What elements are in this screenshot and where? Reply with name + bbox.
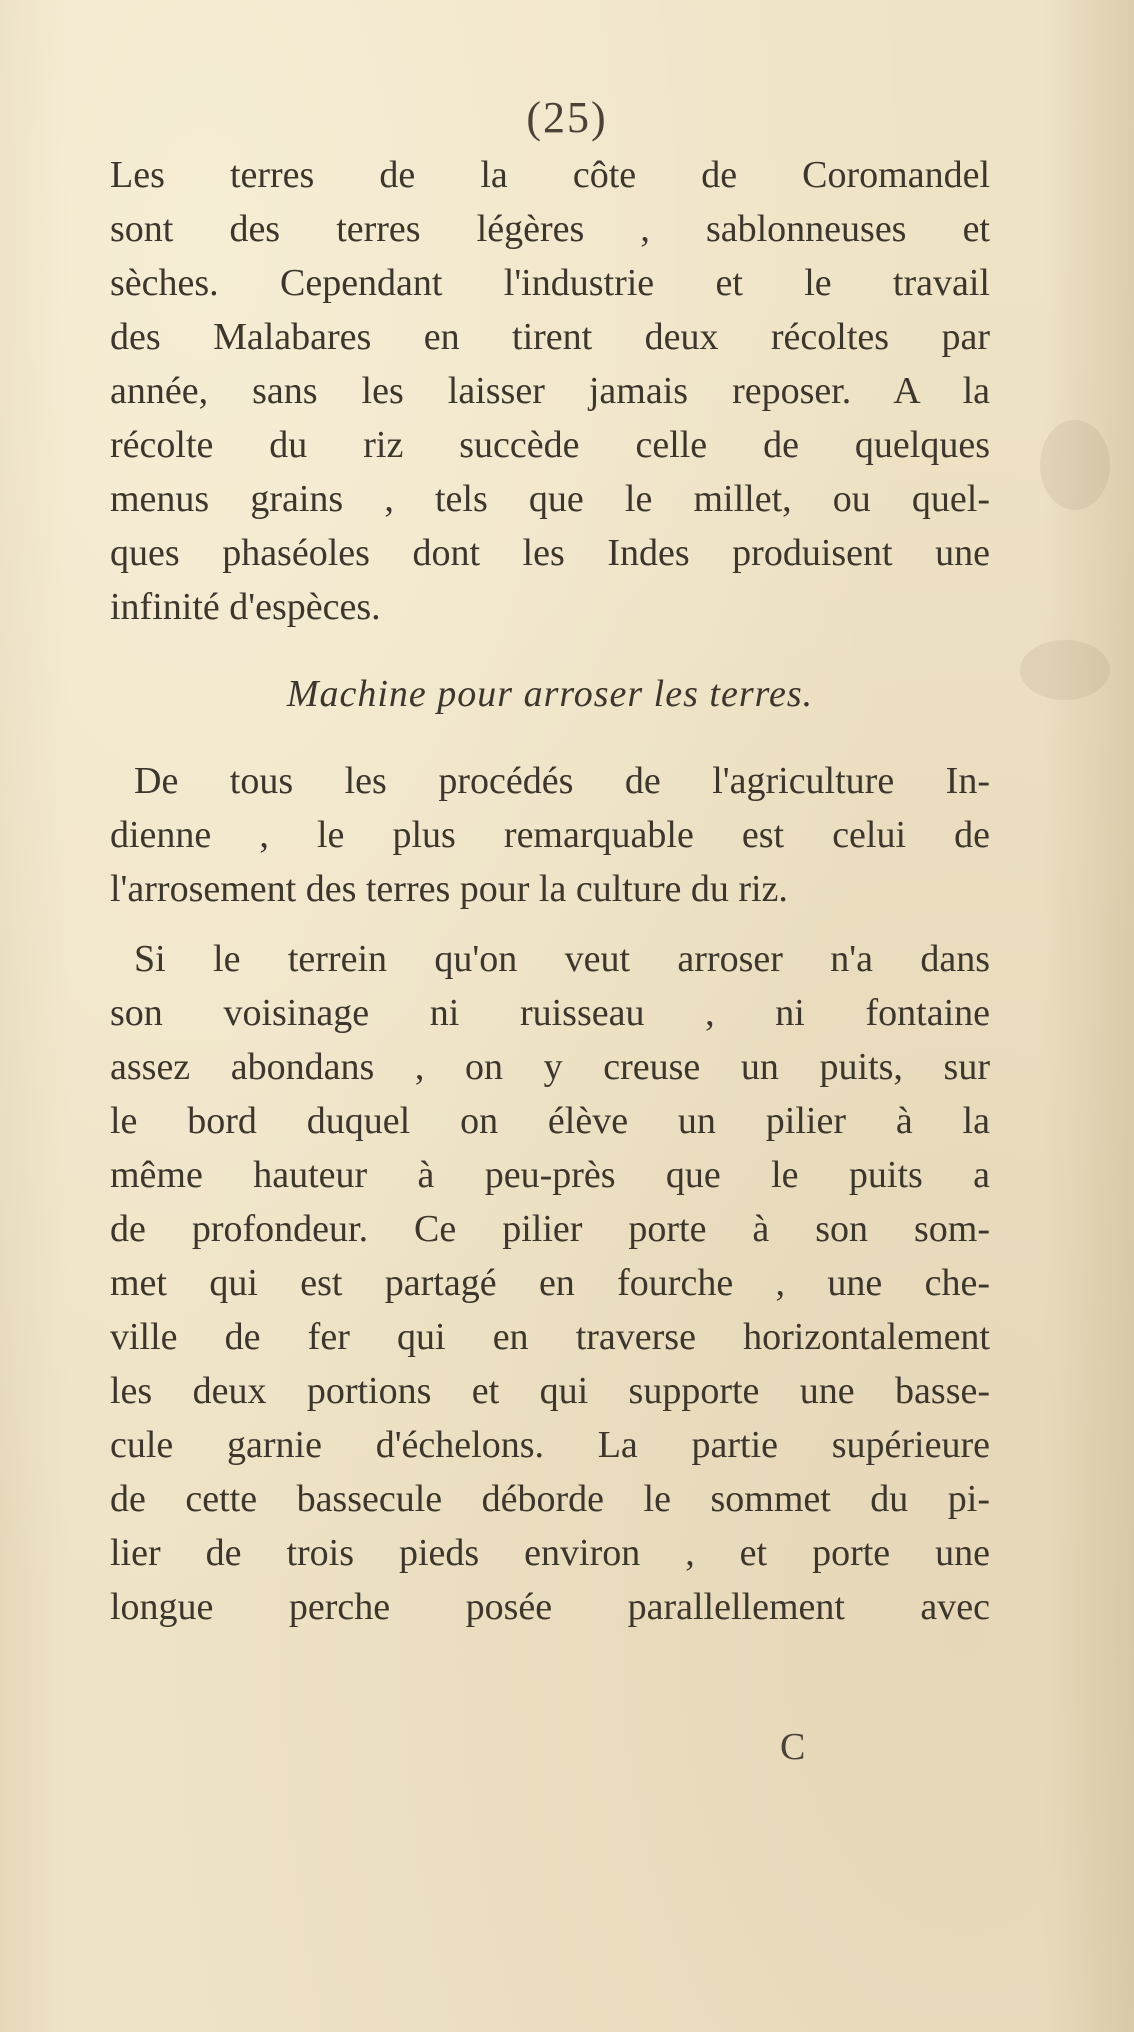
text-line: menus grains , tels que le millet, ou quel- (110, 478, 990, 520)
signature-mark: C (780, 1726, 806, 1768)
text-line: de cette bassecule déborde le sommet du pi- (110, 1478, 990, 1520)
text-line: Les terres de la côte de Coromandel (110, 154, 990, 196)
text-line: sèches. Cependant l'industrie et le travail (110, 262, 990, 304)
section-heading: Machine pour arroser les terres. (286, 673, 814, 715)
paragraph-1 (110, 148, 990, 634)
text-line: infinité d'espèces. (110, 586, 381, 628)
text-line: De tous les procédés de l'agriculture In- (134, 760, 990, 802)
text-line: met qui est partagé en fourche , une che- (110, 1262, 990, 1304)
text-line: sont des terres légères , sablonneuses et (110, 208, 990, 250)
text-block (110, 148, 990, 1634)
text-line: assez abondans , on y creuse un puits, sur (110, 1046, 990, 1088)
paper-stain (1040, 420, 1110, 510)
page-number: (25) (526, 93, 608, 142)
text-line: le bord duquel on élève un pilier à la (110, 1100, 990, 1142)
paragraph-2 (110, 754, 990, 916)
text-line: ques phaséoles dont les Indes produisent une (110, 532, 990, 574)
text-line: ville de fer qui en traverse horizontalement (110, 1316, 990, 1358)
text-line: de profondeur. Ce pilier porte à son som- (110, 1208, 990, 1250)
text-line: des Malabares en tirent deux récoltes par (110, 316, 990, 358)
text-line: cule garnie d'échelons. La partie supérieure (110, 1424, 990, 1466)
text-line: les deux portions et qui supporte une basse- (110, 1370, 990, 1412)
text-line: l'arrosement des terres pour la culture du riz. (110, 868, 788, 910)
text-line: longue perche posée parallellement avec (110, 1586, 990, 1628)
text-line: dienne , le plus remarquable est celui de (110, 814, 990, 856)
text-line: année, sans les laisser jamais reposer. A la (110, 370, 990, 412)
text-line: même hauteur à peu-près que le puits a (110, 1154, 990, 1196)
text-line: Si le terrein qu'on veut arroser n'a dans (134, 938, 990, 980)
paper-stain (1020, 640, 1110, 700)
text-line: son voisinage ni ruisseau , ni fontaine (110, 992, 990, 1034)
text-line: récolte du riz succède celle de quelques (110, 424, 990, 466)
text-line: lier de trois pieds environ , et porte une (110, 1532, 990, 1574)
paragraph-3 (110, 932, 990, 1634)
